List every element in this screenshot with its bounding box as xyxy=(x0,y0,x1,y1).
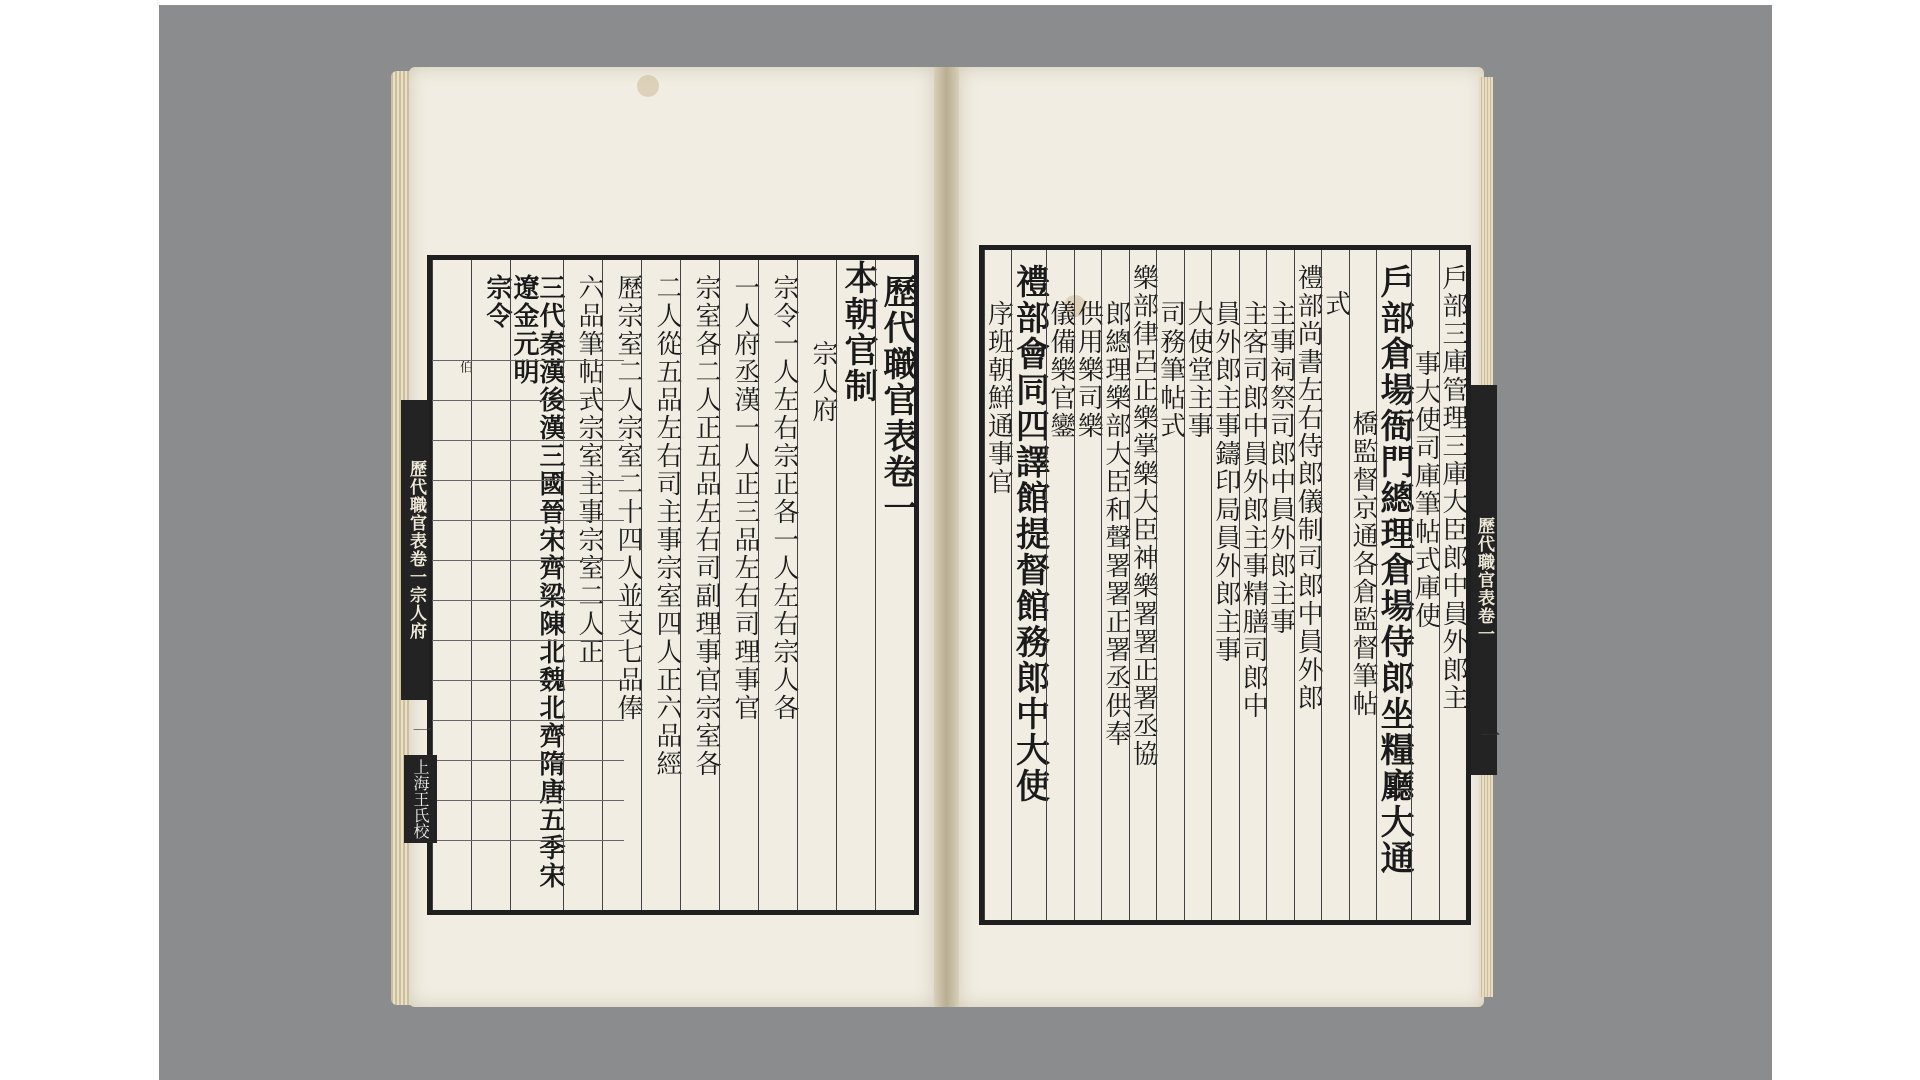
left-col-6: 二人從五品左右司主事宗室四人正六品經 xyxy=(641,260,680,910)
left-col-8: 六品筆帖式宗室主事宗室二人正 xyxy=(563,260,602,910)
right-col-11: 司務筆帖式 xyxy=(1156,250,1183,920)
grid-line xyxy=(432,840,624,841)
right-col-2: 事大使司庫筆帖式庫使 xyxy=(1411,250,1438,920)
right-col-6: 禮部尚書左右侍郎儀制司郎中員外郎 xyxy=(1294,250,1321,920)
grid-line xyxy=(432,640,624,641)
left-col-7: 歷宗室二人宗室二十四人並支七品俸 xyxy=(602,260,641,910)
grid-line xyxy=(432,800,624,801)
right-col-5: 式 xyxy=(1321,250,1348,920)
left-col-11: 伯 xyxy=(432,260,471,910)
right-col-10: 大使堂主事 xyxy=(1184,250,1211,920)
grid-line xyxy=(432,480,624,481)
left-page-number: 一 xyxy=(409,720,433,740)
book-gutter xyxy=(934,67,959,1007)
open-book xyxy=(159,5,1772,1080)
left-margin-banner: 歷代職官表卷一宗人府 xyxy=(401,400,429,700)
grid-line xyxy=(432,600,624,601)
left-col-9: 三代秦漢後漢三國晉宋齊梁陳北魏北齊隋唐五季宋遼金元明 xyxy=(510,260,563,910)
right-text-frame xyxy=(979,245,1471,925)
right-col-15: 儀備樂官鑾 xyxy=(1046,250,1073,920)
grid-line xyxy=(432,360,624,361)
grid-line xyxy=(432,520,624,521)
right-col-13: 郎總理樂部大臣和聲署署正署丞供奉 xyxy=(1101,250,1128,920)
grid-line xyxy=(432,400,624,401)
age-stain xyxy=(637,75,659,97)
right-col-7: 主事祠祭司郎中員外郎主事 xyxy=(1266,250,1293,920)
right-col-1: 戶部三庫管理三庫大臣郎中員外郎主 xyxy=(1439,250,1466,920)
right-col-3: 戶部倉場衙門總理倉場侍郎坐糧廳大通 xyxy=(1376,250,1411,920)
grid-line xyxy=(432,680,624,681)
left-col-5: 宗室各二人正五品左右司副理事官宗室各 xyxy=(680,260,719,910)
grid-line xyxy=(432,760,624,761)
background xyxy=(159,5,1772,1080)
right-col-4: 橋監督京通各倉監督筆帖 xyxy=(1349,250,1376,920)
left-col-1: 本朝官制 xyxy=(836,260,875,910)
right-col-14: 供用樂司樂 xyxy=(1074,250,1101,920)
right-col-8: 主客司郎中員外郎主事精膳司郎中 xyxy=(1239,250,1266,920)
right-page-number: 一 xyxy=(1477,725,1501,745)
right-col-9: 員外郎主事鑄印局員外郎主事 xyxy=(1211,250,1238,920)
right-col-16: 禮部會同四譯館提督館務郎中大使 xyxy=(1011,250,1046,920)
right-col-17: 序班朝鮮通事官 xyxy=(984,250,1011,920)
left-bottom-stamp: 上海王氏校 xyxy=(404,755,437,843)
right-col-12: 樂部律呂正樂掌樂大臣神樂署署正署丞協 xyxy=(1129,250,1156,920)
left-col-3: 宗令一人左右宗正各一人左右宗人各 xyxy=(758,260,797,910)
left-col-4: 一人府丞漢一人正三品左右司理事官 xyxy=(719,260,758,910)
left-title: 歷代職官表卷一 xyxy=(875,260,914,910)
grid-line xyxy=(432,720,624,721)
right-margin-banner: 歷代職官表卷一 xyxy=(1471,385,1497,775)
grid-line xyxy=(432,440,624,441)
left-col-10: 宗令 xyxy=(471,260,510,910)
grid-line xyxy=(432,560,624,561)
left-col-2: 宗人府 xyxy=(797,260,836,910)
left-text-frame xyxy=(427,255,919,915)
